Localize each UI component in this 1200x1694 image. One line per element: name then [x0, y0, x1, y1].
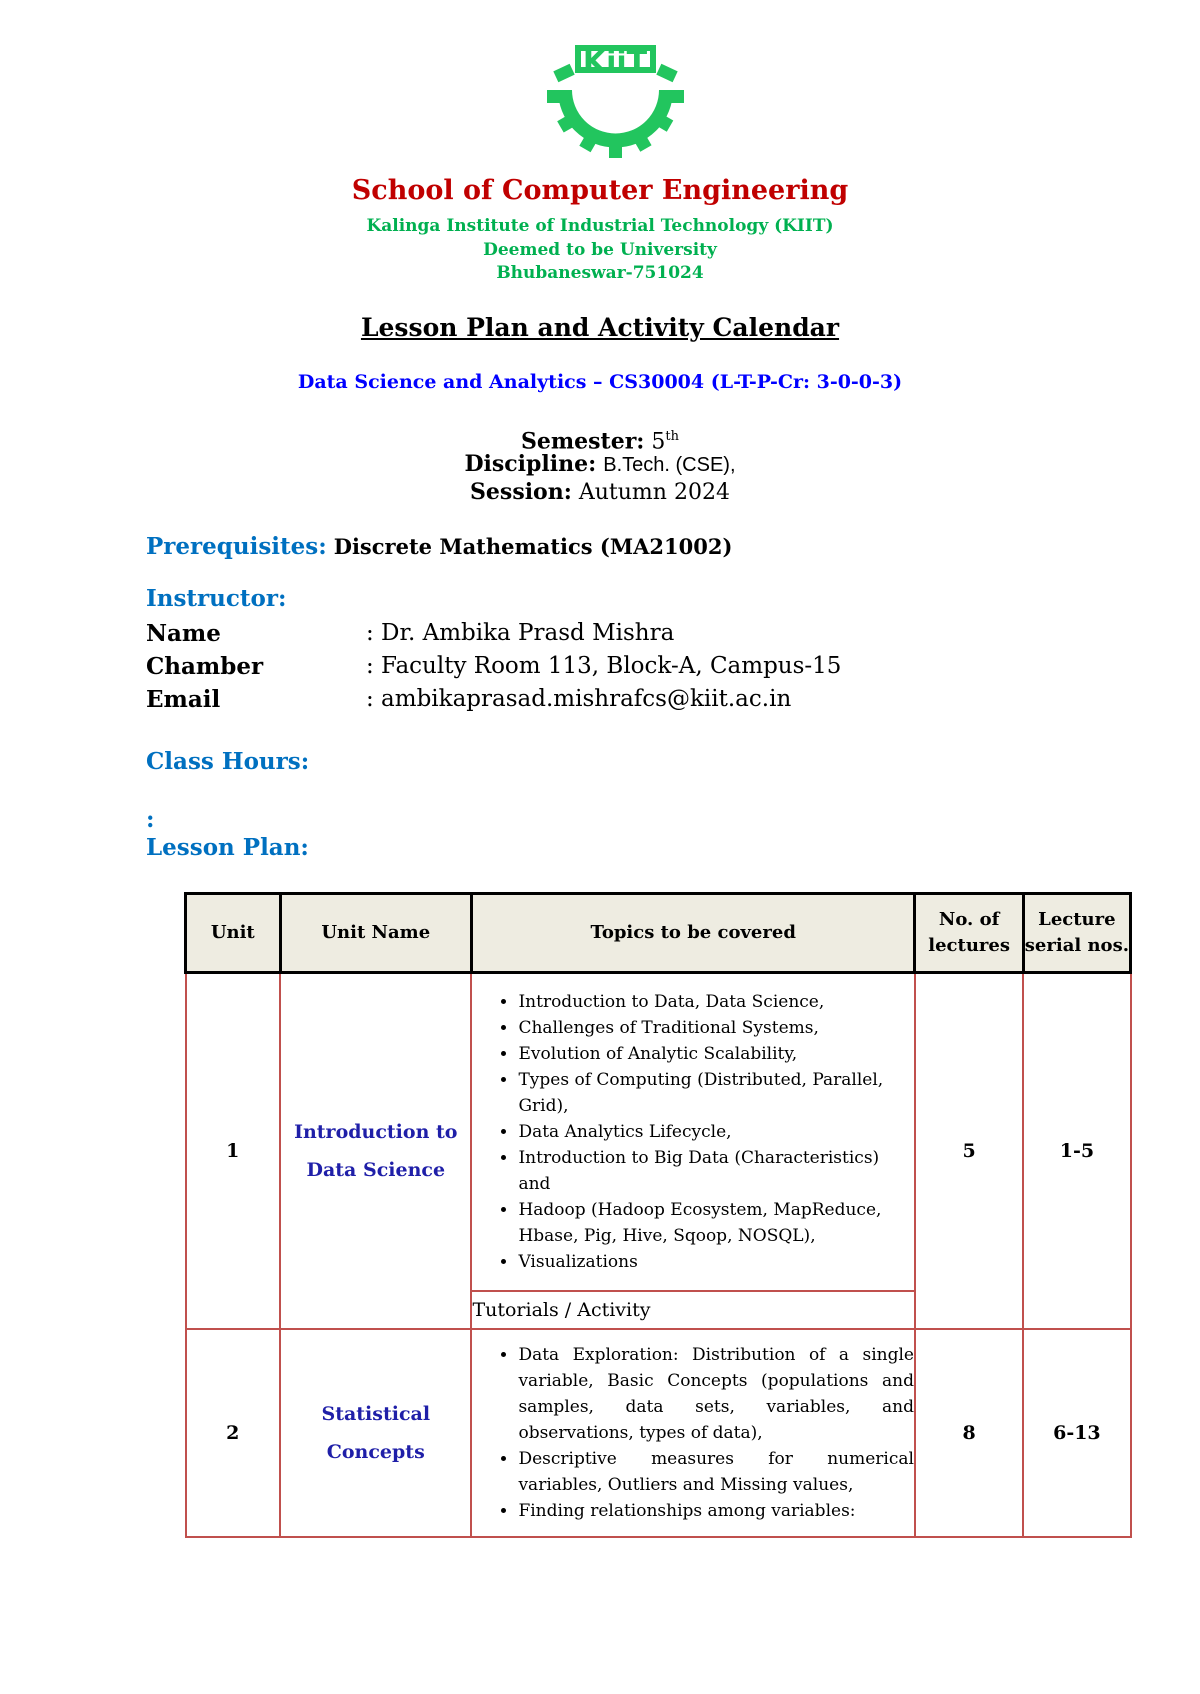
info-key: Chamber	[146, 653, 264, 680]
unit-number: 1	[186, 973, 281, 1330]
prerequisites-line	[146, 533, 732, 560]
info-value: : Dr. Ambika Prasd Mishra	[366, 620, 675, 646]
discipline-value: B.Tech. (CSE),	[603, 454, 736, 476]
school-name: School of Computer Engineering	[351, 175, 849, 206]
lecture-count: 5	[915, 973, 1023, 1330]
table-row	[186, 1329, 1131, 1537]
list-item: • Challenges of Traditional Systems,	[518, 1015, 914, 1041]
institute-name: Kalinga Institute of Industrial Technology (KIIT)	[366, 216, 834, 236]
tutorial-activity: Tutorials / Activity	[471, 1291, 915, 1329]
list-item: • Evolution of Analytic Scalability,	[518, 1041, 914, 1067]
course-title: Data Science and Analytics – CS30004 (L-T-P-Cr: 3-0-0-3)	[297, 371, 903, 393]
col-header-unit: Unit	[186, 894, 281, 973]
col-header-topics: Topics to be covered	[471, 894, 915, 973]
info-key: Email	[146, 686, 221, 713]
topics-cell	[471, 1329, 915, 1537]
list-item: • Descriptive measures for numerical variables, Outliers and Missing values,	[518, 1446, 914, 1498]
list-item: • Introduction to Big Data (Characteristics) and	[518, 1145, 914, 1197]
list-item: • Hadoop (Hadoop Ecosystem, MapReduce, Hbase, Pig, Hive, Sqoop, NOSQL),	[518, 1197, 914, 1249]
session-value: Autumn 2024	[578, 480, 730, 505]
col-header-unit-name: Unit Name	[280, 894, 471, 973]
lesson-plan-table	[184, 892, 1132, 1538]
deemed-university: Deemed to be University	[483, 240, 717, 260]
email-link[interactable]: : ambikaprasad.mishrafcs@kiit.ac.in	[366, 686, 792, 712]
info-key: Name	[146, 620, 221, 647]
table-row	[186, 973, 1131, 1292]
table-header-row	[186, 894, 1131, 973]
kiit-logo	[543, 40, 688, 160]
lecture-count: 8	[915, 1329, 1023, 1537]
session-line	[0, 478, 1200, 507]
unit-name: Statistical Concepts	[280, 1329, 471, 1537]
lecture-serial: 1-5	[1023, 973, 1130, 1330]
col-header-lecture-serial: Lecture serial nos.	[1023, 894, 1130, 973]
discipline-line	[0, 450, 1200, 479]
lesson-plan-heading: Lesson Plan:	[146, 834, 309, 861]
semester-suffix: th	[665, 429, 680, 444]
info-value: : Faculty Room 113, Block-A, Campus-15	[366, 653, 842, 679]
topics-list	[472, 1342, 914, 1524]
list-item: • Introduction to Data, Data Science,	[518, 989, 914, 1015]
unit-name: Introduction to Data Science	[280, 973, 471, 1330]
discipline-label: Discipline:	[464, 451, 597, 477]
city-pincode: Bhubaneswar-751024	[496, 263, 704, 283]
list-item: • Data Exploration: Distribution of a single variable, Basic Concepts (populations and samples, data sets, variables, and observations, types of data),	[518, 1342, 914, 1446]
list-item: • Visualizations	[518, 1249, 914, 1275]
topics-cell	[471, 973, 915, 1292]
class-hours-value: :	[146, 806, 155, 833]
col-header-no-of-lectures: No. of lectures	[915, 894, 1023, 973]
prerequisites-label: Prerequisites:	[146, 533, 327, 560]
instructor-heading: Instructor:	[146, 585, 287, 612]
list-item: • Finding relationships among variables:	[518, 1498, 914, 1524]
list-item: • Types of Computing (Distributed, Parallel, Grid),	[518, 1067, 914, 1119]
prerequisites-value: Discrete Mathematics (MA21002)	[333, 534, 733, 559]
semester-label: Semester:	[520, 428, 645, 455]
kiit-logo-text: KiiT	[582, 45, 648, 80]
list-item: • Data Analytics Lifecycle,	[518, 1119, 914, 1145]
semester-value: 5	[651, 429, 666, 455]
topics-list	[472, 989, 914, 1275]
session-label: Session:	[470, 479, 572, 505]
document-title: Lesson Plan and Activity Calendar	[360, 313, 840, 342]
class-hours-heading: Class Hours:	[146, 748, 310, 775]
unit-number: 2	[186, 1329, 281, 1537]
lecture-serial: 6-13	[1023, 1329, 1130, 1537]
